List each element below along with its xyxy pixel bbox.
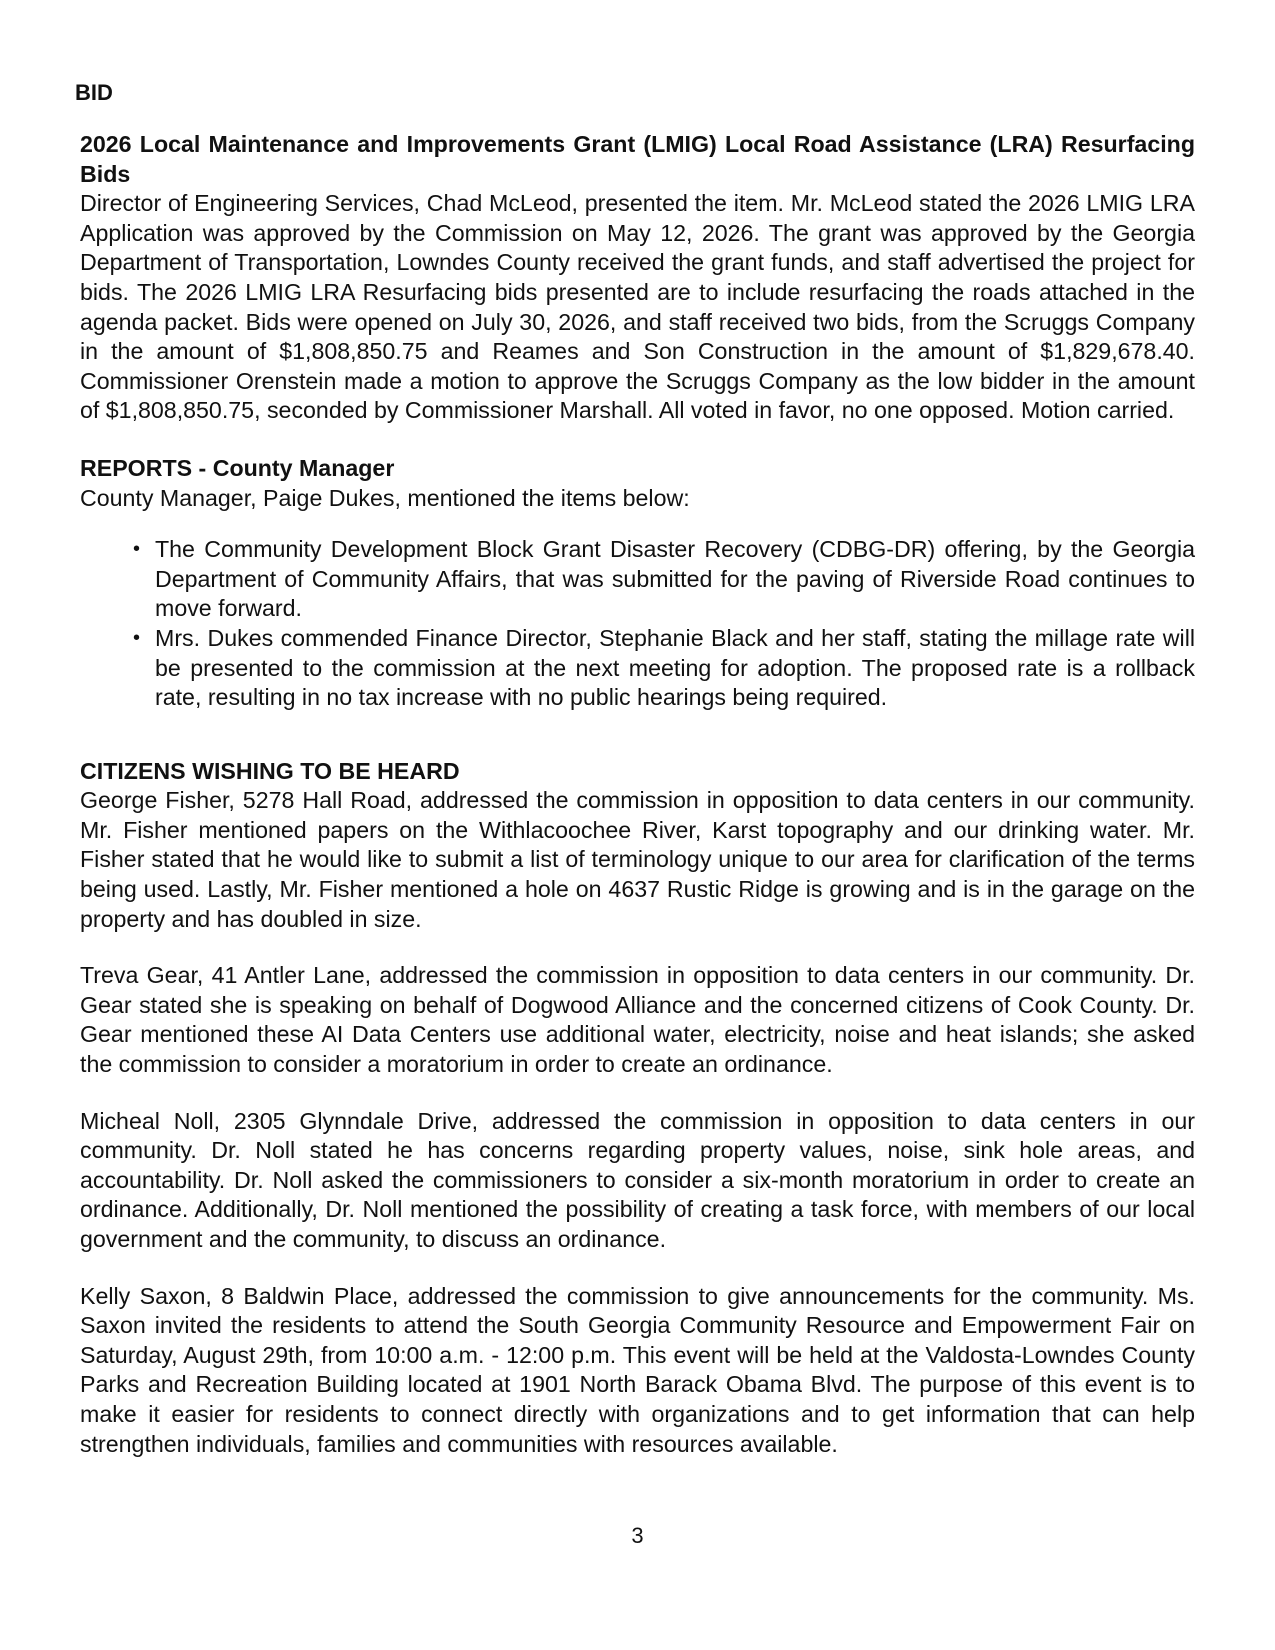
paragraph-spacer	[80, 1255, 1195, 1282]
reports-bullet-list	[80, 535, 1195, 713]
paragraph-spacer	[80, 934, 1195, 961]
citizen-remarks-gear: Treva Gear, 41 Antler Lane, addressed the commission in opposition to data centers in our community. Dr. Gear stated she is speaking on behalf of Dogwood Alliance and the concerned citizens of Cook County. Dr. Gear mentioned these AI Data Centers use additional water, electricity, noise and heat islands; she asked the commission to consider a moratorium in order to create an ordinance.	[80, 962, 1195, 1078]
reports-bullet-item	[133, 624, 1195, 713]
section-spacer	[80, 713, 1195, 757]
citizen-remarks-noll: Micheal Noll, 2305 Glynndale Drive, addressed the commission in opposition to data centers in our community. Dr. Noll stated he has concerns regarding property values, noise, sink hole areas, and accountability. Dr. Noll asked the commissioners to consider a six-month moratorium in order to create an ordinance. Additionally, Dr. Noll mentioned the possibility of creating a task force, with members of our local government and the community, to discuss an ordinance.	[80, 1107, 1195, 1252]
section-label-bid: BID	[75, 80, 113, 105]
citizen-remarks-fisher: George Fisher, 5278 Hall Road, addressed the commission in opposition to data centers in our community. Mr. Fisher mentioned papers on the Withlacoochee River, Karst topography and our drinking water. Mr. Fisher stated that he would like to submit a list of terminology unique to our area for clarification of the terms being used. Lastly, Mr. Fisher mentioned a hole on 4637 Rustic Ridge is growing and is in the garage on the property and has doubled in size.	[80, 787, 1195, 932]
section-spacer	[80, 426, 1195, 454]
reports-intro: County Manager, Paige Dukes, mentioned the items below:	[80, 484, 690, 511]
bid-item-heading: 2026 Local Maintenance and Improvements Grant (LMIG) Local Road Assistance (LRA) Resurfacing Bids	[80, 131, 1195, 187]
bullet-marker: •	[133, 626, 141, 649]
reports-bullet-text: The Community Development Block Grant Disaster Recovery (CDBG-DR) offering, by the Georgia Department of Community Affairs, that was submitted for the paving of Riverside Road continues to move forward.	[155, 536, 1195, 622]
paragraph-spacer	[80, 1080, 1195, 1107]
reports-heading: REPORTS - County Manager	[80, 454, 395, 481]
citizen-remarks-saxon: Kelly Saxon, 8 Baldwin Place, addressed the commission to give announcements for the community. Ms. Saxon invited the residents to attend the South Georgia Community Resource and Empowerment Fair on Saturday, August 29th, from 10:00 a.m. - 12:00 p.m. This event will be held at the Valdosta-Lowndes County Parks and Recreation Building located at 1901 North Barack Obama Blvd. The purpose of this event is to make it easier for residents to connect directly with organizations and to get information that can help strengthen individuals, families and communities with resources available.	[80, 1282, 1195, 1457]
minutes-content	[80, 130, 1195, 1459]
reports-bullet-text: Mrs. Dukes commended Finance Director, Stephanie Black and her staff, stating the millage rate will be presented to the commission at the next meeting for adoption. The proposed rate is a rollback rate, resulting in no tax increase with no public hearings being required.	[155, 624, 1195, 711]
bullet-marker: •	[133, 538, 141, 561]
reports-bullet-item	[133, 535, 1195, 624]
page-number: 3	[631, 1523, 644, 1548]
bid-item-body: Director of Engineering Services, Chad McLeod, presented the item. Mr. McLeod stated the 2026 LMIG LRA Application was approved by the Commission on May 12, 2026. The grant was approved by the Georgia Department of Transportation, Lowndes County received the grant funds, and staff advertised the project for bids. The 2026 LMIG LRA Resurfacing bids presented are to include resurfacing the roads attached in the agenda packet. Bids were opened on July 30, 2026, and staff received two bids, from the Scruggs Company in the amount of $1,808,850.75 and Reames and Son Construction in the amount of $1,829,678.40. Commissioner Orenstein made a motion to approve the Scruggs Company as the low bidder in the amount of $1,808,850.75, seconded by Commissioner Marshall. All voted in favor, no one opposed. Motion carried.	[80, 190, 1195, 424]
citizens-heading: CITIZENS WISHING TO BE HEARD	[80, 757, 460, 784]
